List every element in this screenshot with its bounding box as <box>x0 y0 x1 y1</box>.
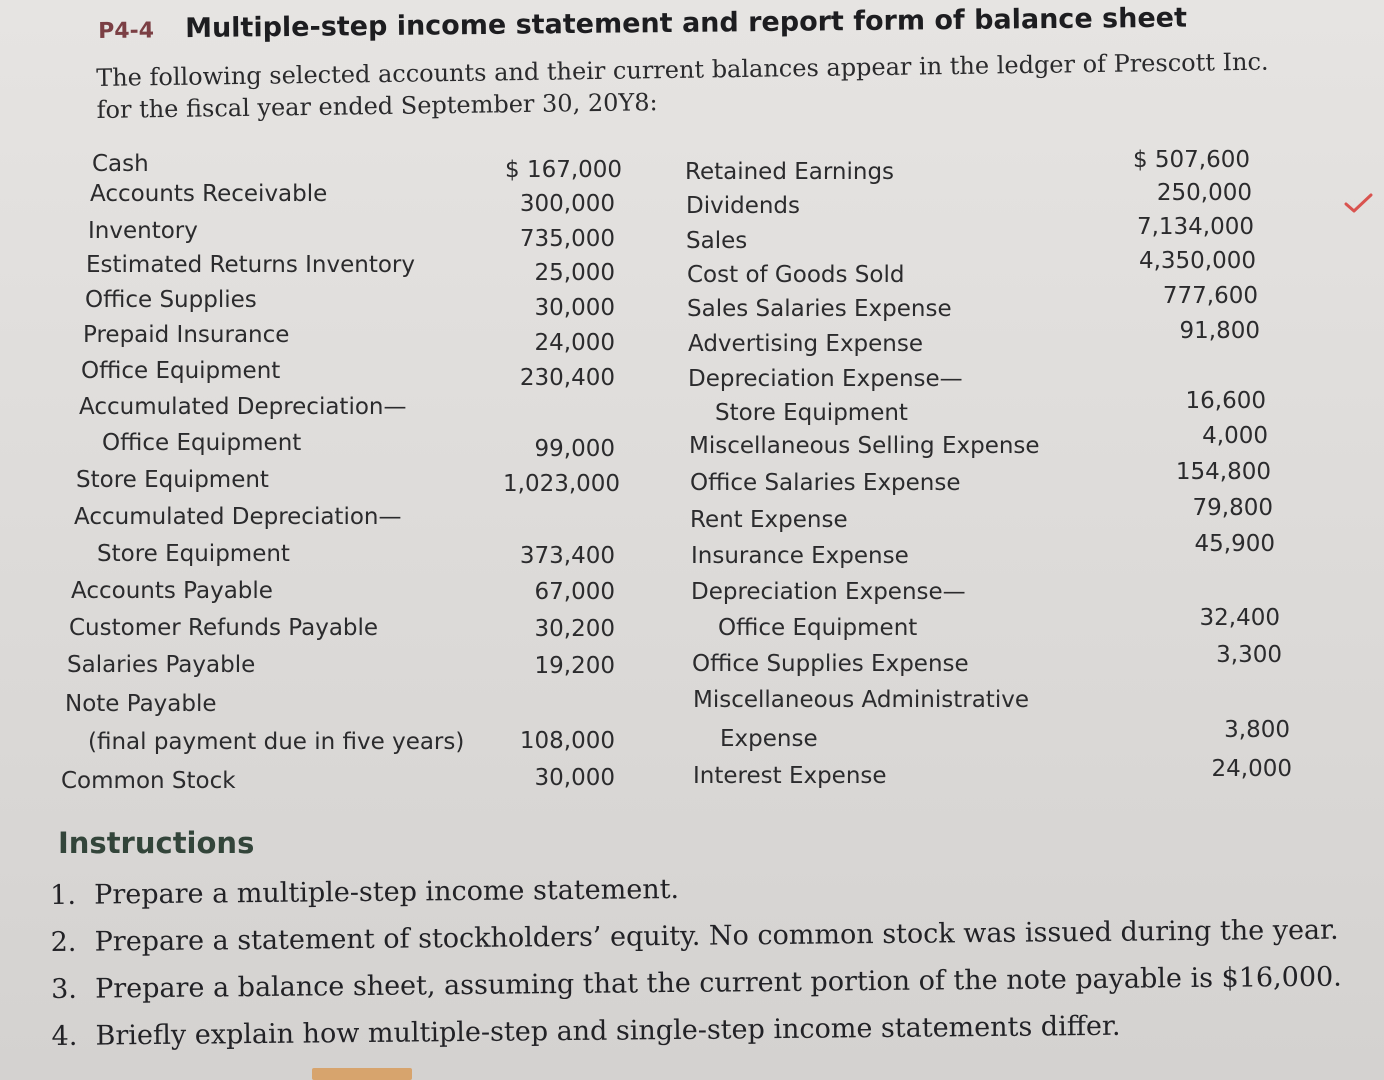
account-amount: 25,000 <box>534 260 615 286</box>
account-label: Cost of Goods Sold <box>687 262 905 288</box>
instruction-number: 3. <box>50 973 78 1005</box>
account-amount: 19,200 <box>534 653 615 679</box>
account-amount: 154,800 <box>1175 459 1271 485</box>
account-amount: 4,350,000 <box>1138 248 1256 274</box>
instruction-text: Prepare a statement of stockholders’ equity. No common stock was issued during the year. <box>94 914 1339 958</box>
account-label: Office Equipment <box>81 358 281 384</box>
account-label: Cash <box>92 151 149 177</box>
account-amount: 777,600 <box>1162 283 1258 309</box>
account-amount: 30,000 <box>534 295 615 321</box>
check-icon <box>1344 192 1374 214</box>
account-amount: 4,000 <box>1202 423 1268 449</box>
account-label: Retained Earnings <box>685 159 895 185</box>
account-label: Office Salaries Expense <box>690 470 961 496</box>
account-label: Office Equipment <box>718 615 918 641</box>
account-label: Store Equipment <box>715 400 908 426</box>
account-amount: 7,134,000 <box>1136 214 1254 240</box>
account-amount: 67,000 <box>534 579 615 605</box>
account-label: Sales Salaries Expense <box>687 296 952 322</box>
account-label: Accumulated Depreciation— <box>74 504 402 530</box>
account-label: Store Equipment <box>76 467 269 493</box>
account-label: Office Equipment <box>102 430 302 456</box>
instructions-list <box>50 860 1342 1060</box>
account-amount: 79,800 <box>1192 495 1273 521</box>
account-label: Common Stock <box>61 768 236 794</box>
account-amount: 32,400 <box>1199 605 1280 631</box>
account-amount: 24,000 <box>534 330 615 356</box>
account-amount: $ 167,000 <box>505 157 623 183</box>
account-amount: 735,000 <box>519 226 615 252</box>
instruction-text: Prepare a multiple-step income statement. <box>94 873 680 911</box>
account-label: Inventory <box>88 218 198 244</box>
account-amount: $ 507,600 <box>1132 147 1250 173</box>
account-label: Salaries Payable <box>67 652 256 678</box>
account-label: Dividends <box>686 193 801 219</box>
account-amount: 1,023,000 <box>503 471 621 497</box>
instruction-number: 2. <box>50 926 77 958</box>
account-label: Office Supplies <box>85 287 257 313</box>
account-amount: 24,000 <box>1211 756 1292 782</box>
instructions-title: Instructions <box>58 826 255 860</box>
account-amount: 91,800 <box>1179 318 1260 344</box>
problem-number: P4-4 <box>98 18 155 44</box>
account-label: Office Supplies Expense <box>692 651 969 677</box>
account-label: Accounts Receivable <box>90 181 328 207</box>
account-label: Miscellaneous Administrative <box>693 687 1029 713</box>
account-amount: 30,200 <box>534 616 615 642</box>
account-label: Miscellaneous Selling Expense <box>689 433 1040 459</box>
account-label: Sales <box>686 228 748 254</box>
account-label: (final payment due in five years) <box>88 729 465 755</box>
account-label: Estimated Returns Inventory <box>86 252 415 278</box>
instruction-text: Briefly explain how multiple-step and single-step income statements differ. <box>95 1010 1121 1052</box>
account-amount: 30,000 <box>534 765 615 791</box>
account-amount: 99,000 <box>534 436 615 462</box>
account-amount: 3,300 <box>1216 642 1282 668</box>
account-amount: 373,400 <box>519 543 615 569</box>
instruction-number: 1. <box>50 879 77 911</box>
account-amount: 230,400 <box>519 365 615 391</box>
account-label: Depreciation Expense— <box>688 366 963 392</box>
account-amount: 45,900 <box>1194 531 1275 557</box>
account-label: Accumulated Depreciation— <box>79 394 407 420</box>
account-label: Store Equipment <box>97 541 290 567</box>
account-label: Depreciation Expense— <box>691 579 966 605</box>
account-label: Accounts Payable <box>71 578 273 604</box>
account-amount: 300,000 <box>519 191 615 217</box>
account-amount: 250,000 <box>1156 180 1252 206</box>
page-tab-mark <box>312 1068 412 1080</box>
account-amount: 108,000 <box>519 728 615 754</box>
instruction-number: 4. <box>51 1020 78 1052</box>
intro-paragraph: The following selected accounts and their current balances appear in the ledger of Prescott Inc. for the fiscal year ended September 30, 20Y8: <box>96 47 1269 124</box>
account-amount: 3,800 <box>1224 717 1290 743</box>
account-label: Rent Expense <box>690 507 848 533</box>
instruction-text: Prepare a balance sheet, assuming that the current portion of the note payable is $16,000. <box>94 961 1342 1005</box>
account-label: Prepaid Insurance <box>83 322 290 348</box>
account-label: Advertising Expense <box>688 331 924 357</box>
account-label: Insurance Expense <box>691 543 909 569</box>
problem-title: Multiple-step income statement and report form of balance sheet <box>184 2 1188 45</box>
account-label: Note Payable <box>65 691 217 717</box>
account-label: Customer Refunds Payable <box>69 615 379 641</box>
account-label: Interest Expense <box>693 763 887 789</box>
account-amount: 16,600 <box>1185 388 1266 414</box>
account-label: Expense <box>720 726 818 752</box>
